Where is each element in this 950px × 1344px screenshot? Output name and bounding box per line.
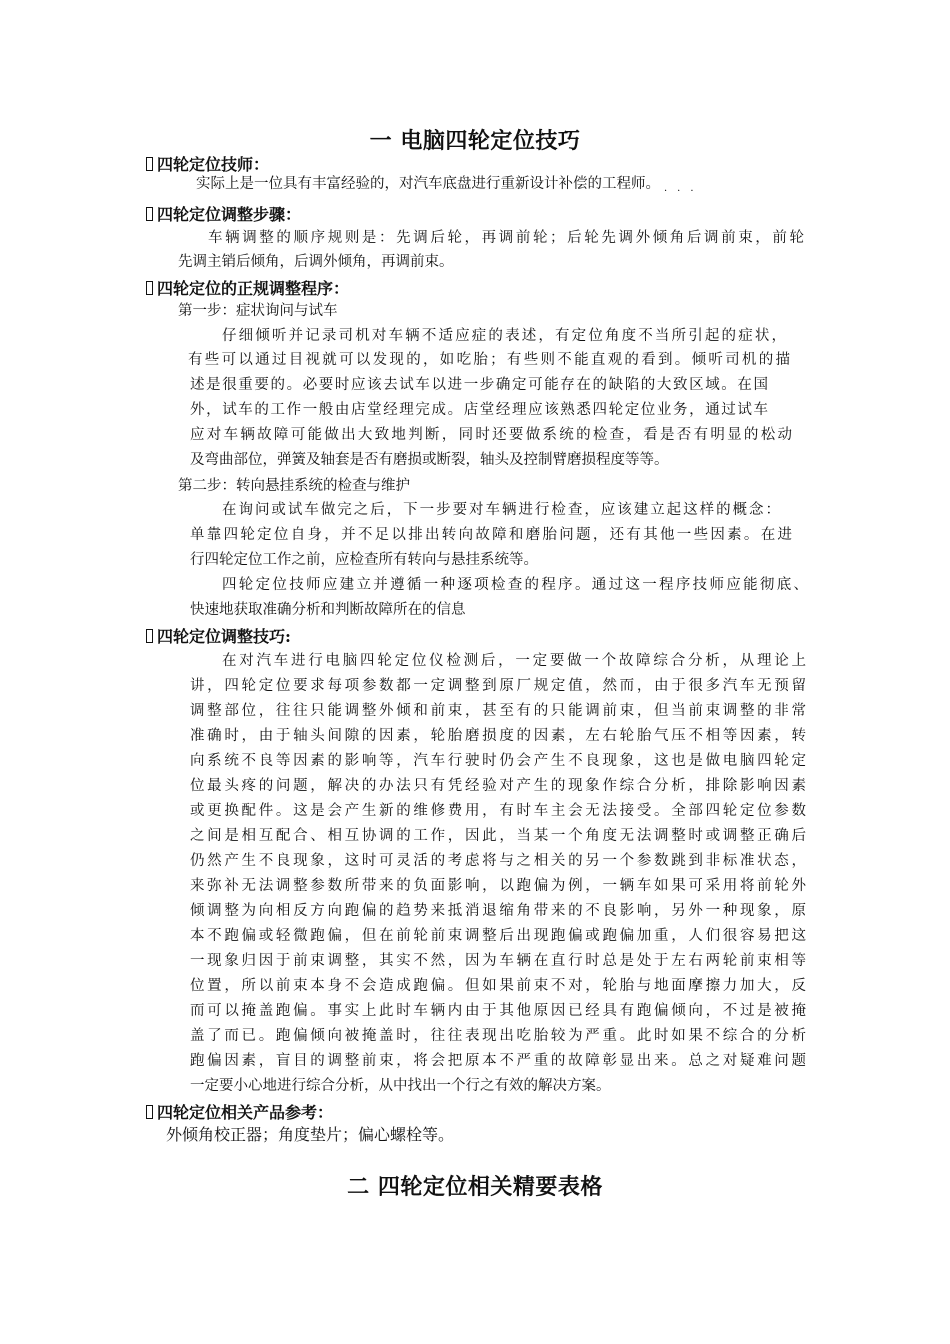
- paragraph-line: 仍然产生不良现象，这时可灵活的考虑将与之相关的另一个参数跳到非标准状态，: [190, 853, 806, 869]
- emphasis-dots: ···: [664, 186, 704, 197]
- square-bullet-icon: [146, 1105, 153, 1119]
- section-heading-products: 四轮定位相关产品参考：: [146, 1100, 333, 1123]
- paragraph-line: 盖了而已。跑偏倾向被掩盖时，往往表现出吃胎较为严重。此时如果不综合的分析: [190, 1028, 806, 1044]
- paragraph-line: 向系统不良等因素的影响等，汽车行驶时仍会产生不良现象，这也是做电脑四轮定: [190, 753, 806, 769]
- paragraph-line: 本不跑偏或轻微跑偏，但在前轮前束调整后出现跑偏或跑偏加重，人们很容易把这: [190, 928, 806, 944]
- paragraph-line: 一现象归因于前束调整，其实不然，因为车辆在直行时总是处于左右两轮前束相等: [190, 953, 806, 969]
- section-two-title: 二 四轮定位相关精要表格: [347, 1174, 603, 1200]
- paragraph-line: 在对汽车进行电脑四轮定位仪检测后，一定要做一个故障综合分析，从理论上: [222, 653, 806, 669]
- paragraph-line: 有些可以通过目视就可以发现的，如吃胎；有些则不能直观的看到。倾听司机的描: [188, 352, 790, 368]
- step-title: 第一步：症状询问与试车: [178, 303, 338, 319]
- paragraph-line: 仔细倾听并记录司机对车辆不适应症的表述，有定位角度不当所引起的症状，: [222, 328, 786, 344]
- paragraph-line: 准确时，由于轴头间隙的因素，轮胎磨损度的因素，左右轮胎气压不相等因素，转: [190, 728, 806, 744]
- paragraph-line: 先调主销后倾角，后调外倾角，再调前束。: [178, 254, 454, 270]
- paragraph-line: 一定要小心地进行综合分析，从中找出一个行之有效的解决方案。: [190, 1078, 611, 1094]
- paragraph-line: 调整部位，往往只能调整外倾和前束，甚至有的只能调前束，但当前束调整的非常: [190, 703, 806, 719]
- section-heading-techniques: 四轮定位调整技巧:: [146, 624, 291, 647]
- paragraph-line: 倾调整为向相反方向跑偏的趋势来抵消退缩角带来的不良影响，另外一种现象，原: [190, 903, 806, 919]
- paragraph-line: 在询问或试车做完之后，下一步要对车辆进行检查，应该建立起这样的概念：: [222, 502, 780, 518]
- paragraph-line: 实际上是一位具有丰富经验的，对汽车底盘进行重新设计补偿的工程师。: [196, 176, 660, 192]
- step-title: 第二步：转向悬挂系统的检查与维护: [178, 478, 410, 494]
- product-list: 外倾角校正器；角度垫片；偏心螺栓等。: [166, 1125, 455, 1144]
- paragraph-line: 来弥补无法调整参数所带来的负面影响，以跑偏为例，一辆车如果可采用将前轮外: [190, 878, 806, 894]
- paragraph-line: 四轮定位技师应建立并遵循一种逐项检查的程序。通过这一程序技师应能彻底、: [222, 577, 808, 593]
- square-bullet-icon: [146, 157, 153, 171]
- paragraph-line: 及弯曲部位，弹簧及轴套是否有磨损或断裂，轴头及控制臂磨损程度等等。: [190, 452, 669, 468]
- paragraph-line: 位置，所以前束本身不会造成跑偏。但如果前束不对，轮胎与地面摩擦力加大，反: [190, 978, 806, 994]
- paragraph-line: 车辆调整的顺序规则是：先调后轮，再调前轮；后轮先调外倾角后调前束，前轮: [208, 230, 804, 246]
- paragraph-line: 位最头疼的问题，解决的办法只有凭经验对产生的现象作综合分析，排除影响因素: [190, 778, 806, 794]
- paragraph-line: 应对车辆故障可能做出大致地判断，同时还要做系统的检查，看是否有明显的松动: [190, 427, 792, 443]
- square-bullet-icon: [146, 281, 153, 295]
- paragraph-line: 讲，四轮定位要求每项参数都一定调整到原厂规定值，然而，由于很多汽车无预留: [190, 678, 806, 694]
- section-heading-procedure: 四轮定位的正规调整程序：: [146, 276, 349, 299]
- paragraph-line: 行四轮定位工作之前，应检查所有转向与悬挂系统等。: [190, 552, 538, 568]
- square-bullet-icon: [146, 207, 153, 221]
- paragraph-line: 快速地获取准确分析和判断故障所在的信息: [190, 602, 466, 618]
- section-heading-technician: 四轮定位技师：: [146, 152, 269, 175]
- paragraph-line: 述是很重要的。必要时应该去试车以进一步确定可能存在的缺陷的大致区域。在国: [190, 377, 768, 393]
- square-bullet-icon: [146, 629, 153, 643]
- paragraph-line: 外，试车的工作一般由店堂经理完成。店堂经理应该熟悉四轮定位业务，通过试车: [190, 402, 768, 418]
- paragraph-line: 或更换配件。这是会产生新的维修费用，有时车主会无法接受。全部四轮定位参数: [190, 803, 806, 819]
- paragraph-line: 跑偏因素，盲目的调整前束，将会把原本不严重的故障彰显出来。总之对疑难问题: [190, 1053, 806, 1069]
- main-title: 一 电脑四轮定位技巧: [369, 128, 581, 154]
- paragraph-line: 单靠四轮定位自身，并不足以排出转向故障和磨胎问题，还有其他一些因素。在进: [190, 527, 792, 543]
- section-heading-steps: 四轮定位调整步骤：: [146, 202, 301, 225]
- paragraph-line: 之间是相互配合、相互协调的工作，因此，当某一个角度无法调整时或调整正确后: [190, 828, 806, 844]
- paragraph-line: 而可以掩盖跑偏。事实上此时车辆内由于其他原因已经具有跑偏倾向，不过是被掩: [190, 1003, 806, 1019]
